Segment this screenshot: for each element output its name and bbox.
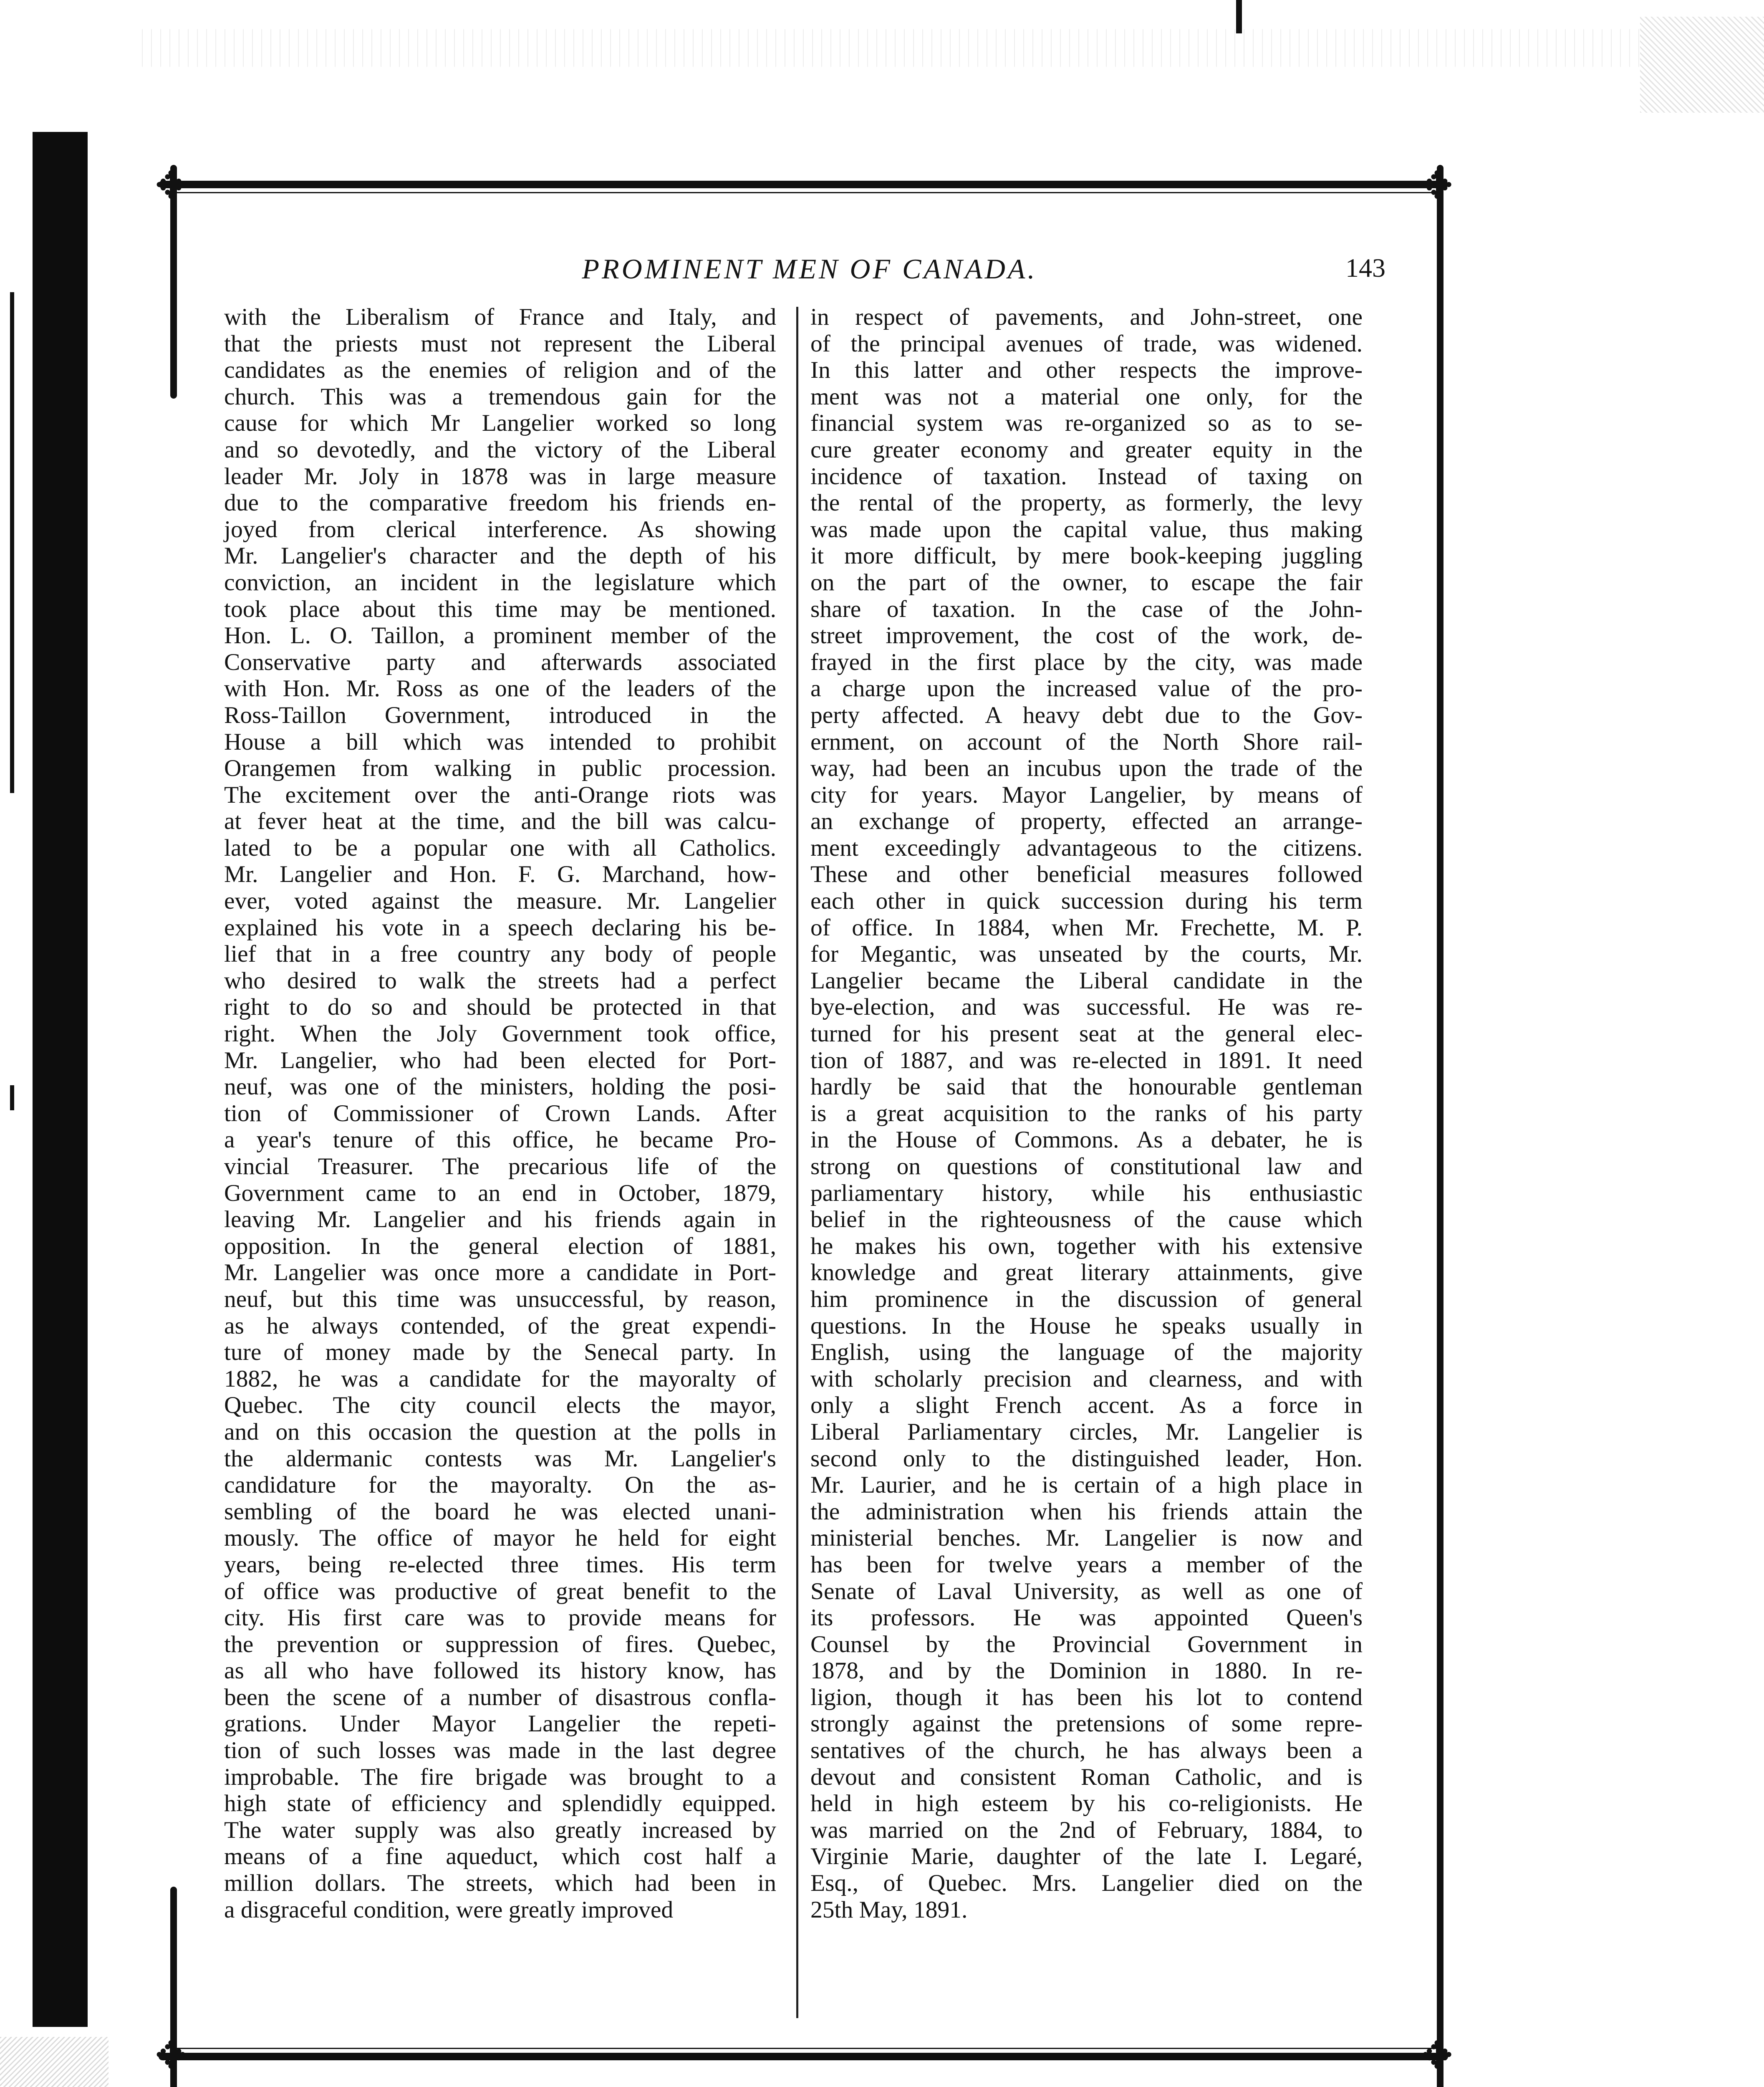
text-line: bye-election, and was successful. He was re- [810,994,1363,1021]
text-line: is a great acquisition to the ranks of his party [810,1100,1363,1127]
text-line: ment exceedingly advantageous to the citizens. [810,834,1363,861]
border-rule-bottom [159,2053,1448,2060]
text-line: Liberal Parliamentary circles, Mr. Langelier is [810,1418,1363,1445]
text-line: sembling of the board he was elected unani- [224,1498,776,1525]
text-line: perty affected. A heavy debt due to the Gov- [810,702,1363,728]
margin-mark [10,292,14,793]
text-line: on the part of the owner, to escape the fair [810,569,1363,596]
text-line: knowledge and great literary attainments, give [810,1259,1363,1286]
text-line: 1878, and by the Dominion in 1880. In re- [810,1657,1363,1684]
margin-mark [10,1085,14,1110]
text-line: Mr. Langelier was once more a candidate in Port- [224,1259,776,1286]
text-line: strongly against the pretensions of some repre- [810,1711,1363,1737]
fleuron-icon: ✥ [1421,164,1453,207]
text-line: held in high esteem by his co-religionists. He [810,1790,1363,1817]
text-line: tion of 1887, and was re-elected in 1891. It need [810,1047,1363,1074]
fleuron-icon: ✥ [1421,2034,1453,2077]
running-title: PROMINENT MEN OF CANADA. [582,253,1037,285]
text-line: incidence of taxation. Instead of taxing on [810,463,1363,490]
text-line: in respect of pavements, and John-street, one [810,304,1363,330]
text-line: its professors. He was appointed Queen's [810,1604,1363,1631]
text-line: took place about this time may be mentioned. [224,596,776,622]
text-line: ministerial benches. Mr. Langelier is now and [810,1525,1363,1551]
text-line: right. When the Joly Government took office, [224,1021,776,1047]
text-line: way, had been an incubus upon the trade of the [810,755,1363,782]
text-line: a disgraceful condition, were greatly improved [224,1896,674,1923]
text-line: ernment, on account of the North Shore rail- [810,728,1363,755]
text-line: with the Liberalism of France and Italy, and [224,304,776,330]
text-line: leaving Mr. Langelier and his friends again in [224,1206,776,1233]
text-line: years, being re-elected three times. His term [224,1551,776,1578]
text-line: lated to be a popular one with all Catholics. [224,834,776,861]
text-line: devout and consistent Roman Catholic, and is [810,1764,1363,1790]
text-line: who desired to walk the streets had a perfect [224,967,776,994]
text-line: candidates as the enemies of religion and of the [224,357,776,384]
text-line: cause for which Mr Langelier worked so long [224,410,776,437]
text-line: improbable. The fire brigade was brought to a [224,1764,776,1790]
text-line: the administration when his friends attain the [810,1498,1363,1525]
text-line: mously. The office of mayor he held for eight [224,1525,776,1551]
fleuron-icon: ✥ [155,164,187,207]
text-line: high state of efficiency and splendidly equipped. [224,1790,776,1817]
text-line: Langelier became the Liberal candidate in the [810,967,1363,994]
text-line: him prominence in the discussion of general [810,1286,1363,1312]
text-line: English, using the language of the majority [810,1339,1363,1366]
text-line: belief in the righteousness of the cause which [810,1206,1363,1233]
text-line: of office was productive of great benefit to the [224,1578,776,1604]
text-line: House a bill which was intended to prohibit [224,728,776,755]
text-line: right to do so and should be protected in that [224,994,776,1021]
text-line: These and other beneficial measures followed [810,861,1363,888]
text-line: neuf, but this time was unsuccessful, by reason, [224,1286,776,1312]
text-line: for Megantic, was unseated by the courts, Mr. [810,941,1363,968]
text-line: of office. In 1884, when Mr. Frechette, M. P. [810,914,1363,941]
border-rule-top [159,181,1448,188]
text-line: in the House of Commons. As a debater, he is [810,1127,1363,1153]
text-line: with scholarly precision and clearness, and with [810,1365,1363,1392]
scan-noise-top [142,29,1644,67]
text-line: was made upon the capital value, thus making [810,516,1363,543]
text-line: million dollars. The streets, which had been in [224,1870,776,1897]
text-line: The water supply was also greatly increased by [224,1817,776,1843]
text-line: and on this occasion the question at the polls in [224,1418,776,1445]
text-line: the aldermanic contests was Mr. Langelier's [224,1445,776,1472]
text-line: ever, voted against the measure. Mr. Langelier [224,888,776,915]
text-line: ligion, though it has been his lot to contend [810,1684,1363,1711]
text-line: he makes his own, together with his extensive [810,1233,1363,1259]
text-line: In this latter and other respects the improve- [810,357,1363,384]
text-line: Mr. Langelier and Hon. F. G. Marchand, how- [224,861,776,888]
text-line: Quebec. The city council elects the mayor, [224,1392,776,1419]
page-number: 143 [1345,253,1385,283]
text-line: leader Mr. Joly in 1878 was in large measure [224,463,776,490]
text-line: as he always contended, of the great expendi- [224,1312,776,1339]
text-line: ture of money made by the Senecal party. In [224,1339,776,1366]
text-column-right [810,304,1363,1923]
text-line: Hon. L. O. Taillon, a prominent member of the [224,622,776,649]
text-line: frayed in the first place by the city, was made [810,649,1363,675]
text-line: church. This was a tremendous gain for the [224,383,776,410]
border-rule-top-inner [171,192,1440,193]
text-line: financial system was re-organized so as to se- [810,410,1363,437]
text-line: strong on questions of constitutional law and [810,1153,1363,1180]
scan-noise-left [0,2037,109,2087]
text-line: parliamentary history, while his enthusiastic [810,1180,1363,1206]
text-line: was married on the 2nd of February, 1884, to [810,1817,1363,1843]
text-line: Government came to an end in October, 1879, [224,1180,776,1206]
text-line: Esq., of Quebec. Mrs. Langelier died on the [810,1870,1363,1897]
text-line: each other in quick succession during his term [810,888,1363,915]
text-line: Mr. Langelier, who had been elected for Port- [224,1047,776,1074]
text-line: Orangemen from walking in public procession. [224,755,776,782]
text-line: an exchange of property, effected an arrange- [810,808,1363,835]
text-line: Ross-Taillon Government, introduced in the [224,702,776,728]
text-line: cure greater economy and greater equity in the [810,436,1363,463]
text-line: second only to the distinguished leader, Hon. [810,1445,1363,1472]
text-line: sentatives of the church, he has always been a [810,1737,1363,1764]
text-line: vincial Treasurer. The precarious life of the [224,1153,776,1180]
text-line: questions. In the House he speaks usually in [810,1312,1363,1339]
text-line: 25th May, 1891. [810,1896,968,1923]
scan-noise-corner [1640,17,1764,113]
text-line: a year's tenure of this office, he became Pro- [224,1127,776,1153]
fleuron-icon: ✥ [155,2034,187,2077]
text-line: Mr. Laurier, and he is certain of a high place in [810,1472,1363,1498]
text-line: neuf, was one of the ministers, holding the posi- [224,1074,776,1100]
text-line: tion of such losses was made in the last degree [224,1737,776,1764]
border-rule-bottom-inner [171,2048,1440,2049]
text-line: hardly be said that the honourable gentleman [810,1074,1363,1100]
border-rule-right [1437,165,1444,2087]
text-line: joyed from clerical interference. As showing [224,516,776,543]
text-line: that the priests must not represent the Liberal [224,330,776,357]
text-column-left [224,304,776,1923]
text-line: only a slight French accent. As a force in [810,1392,1363,1419]
text-line: city. His first care was to provide means for [224,1604,776,1631]
text-line: ment was not a material one only, for the [810,383,1363,410]
text-line: a charge upon the increased value of the pro- [810,675,1363,702]
text-line: candidature for the mayoralty. On the as- [224,1472,776,1498]
text-line: and so devotedly, and the victory of the Liberal [224,436,776,463]
text-line: grations. Under Mayor Langelier the repeti- [224,1711,776,1737]
text-line: with Hon. Mr. Ross as one of the leaders of the [224,675,776,702]
text-line: of the principal avenues of trade, was widened. [810,330,1363,357]
text-line: the rental of the property, as formerly, the levy [810,490,1363,516]
text-line: street improvement, the cost of the work, de- [810,622,1363,649]
text-line: Counsel by the Provincial Government in [810,1631,1363,1657]
scan-mark [1236,0,1242,33]
text-line: share of taxation. In the case of the John- [810,596,1363,622]
text-line: turned for his present seat at the general elec- [810,1021,1363,1047]
text-line: lief that in a free country any body of people [224,941,776,968]
text-line: been the scene of a number of disastrous confla- [224,1684,776,1711]
text-line: means of a fine aqueduct, which cost half a [224,1843,776,1870]
text-line: Conservative party and afterwards associated [224,649,776,675]
text-line: conviction, an incident in the legislature which [224,569,776,596]
text-line: explained his vote in a speech declaring his be- [224,914,776,941]
column-divider [796,307,798,2018]
text-line: has been for twelve years a member of the [810,1551,1363,1578]
text-line: at fever heat at the time, and the bill was calcu- [224,808,776,835]
text-line: 1882, he was a candidate for the mayoralty of [224,1365,776,1392]
text-line: due to the comparative freedom his friends en- [224,490,776,516]
text-line: Senate of Laval University, as well as one of [810,1578,1363,1604]
text-line: as all who have followed its history know, has [224,1657,776,1684]
text-line: tion of Commissioner of Crown Lands. After [224,1100,776,1127]
text-line: the prevention or suppression of fires. Quebec, [224,1631,776,1657]
text-line: The excitement over the anti-Orange riots was [224,781,776,808]
text-line: Virginie Marie, daughter of the late I. Legaré, [810,1843,1363,1870]
text-line: city for years. Mayor Langelier, by means of [810,781,1363,808]
text-line: it more difficult, by mere book-keeping juggling [810,543,1363,569]
text-line: Mr. Langelier's character and the depth of his [224,543,776,569]
book-spine-shadow [33,132,88,2027]
text-line: opposition. In the general election of 1881, [224,1233,776,1259]
